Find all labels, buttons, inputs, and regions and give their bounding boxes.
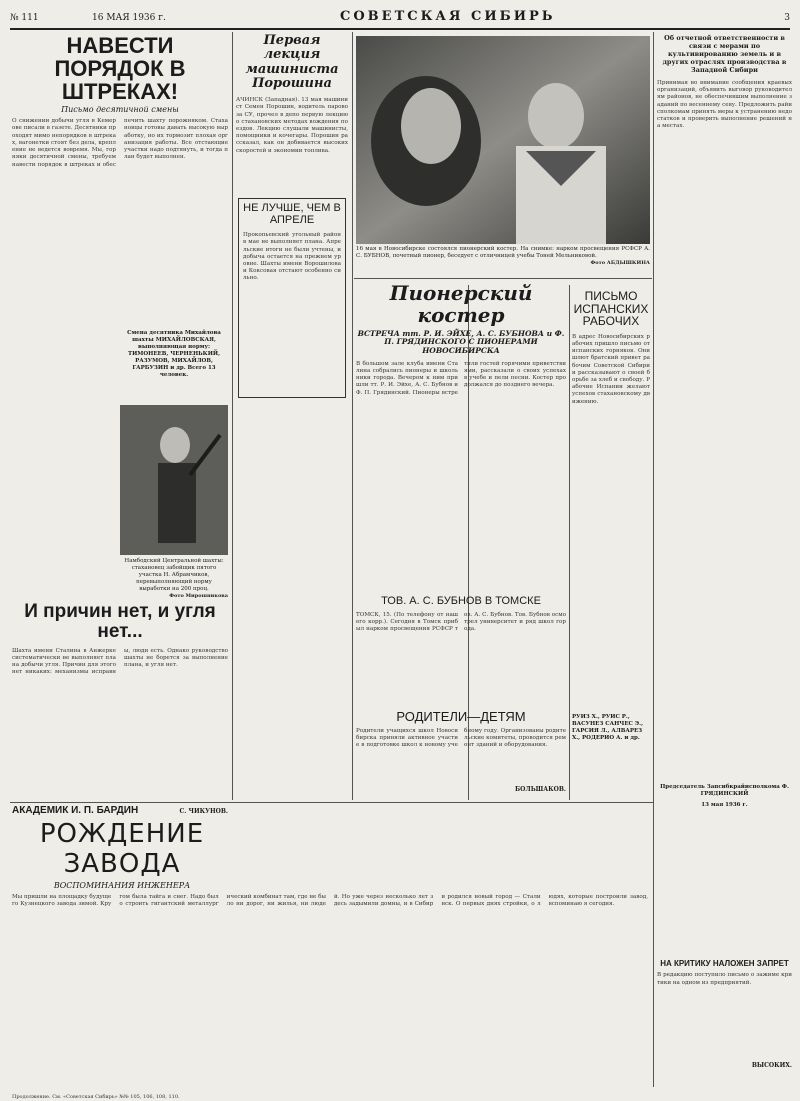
article-subhead: ВСТРЕЧА тт. Р. И. ЭЙХЕ, А. С. БУБНОВА и Ф. П. ГРЯДИНСКОГО С ПИОНЕРАМИ НОВОСИБИРСКА (357, 329, 565, 355)
article-headline: Пионерский костер (389, 281, 533, 327)
article-footnote: Продолжение. См. «Советская Сибирь» №№ 105, 106, 108, 110. (12, 1093, 180, 1100)
photo-miner (120, 405, 228, 555)
article-porosin (236, 34, 348, 194)
article-body: Принимая во внимание сообщения краевых организаций, объявить выговор руководителям районов, не обеспечившим выполнение заданий по весеннему севу. Предложить райисполкомам принять меры к устранению недостатков и проверить выполнение решений на местах. (657, 80, 792, 130)
article-bubnov (356, 596, 566, 706)
column-rule (232, 32, 233, 800)
article-body: Мы пришли на площадку будущего Кузнецкого завода зимой. Кругом была тайга и снег. Надо было строить гигантский металлургический комбинат там, где не было ни дорог, ни жилья, ни людей. Но уже через несколько лет здесь задымили домны, и в Сибири родился новый город — Сталинск. О первых днях стройки, о людях, которые построили завод, вспоминаю я сегодня. (12, 893, 648, 907)
article-headline: НАВЕСТИ ПОРЯДОК В ШТРЕКАХ! (54, 33, 186, 105)
article-headline: РОЖДЕНИЕ ЗАВОДА (39, 818, 205, 879)
article-zavod (12, 805, 648, 1100)
article-roditeli (356, 710, 566, 800)
photo-pioneer-bonfire (356, 36, 650, 244)
article-body: В адрес Новосибирских рабочих пришло письмо от испанских горняков. Они шлют братский привет рабочим Советской Сибири и рассказывают о своей борьбе за хлеб и свободу. Рабочие Испании желают успехов стахановскому движению. (572, 333, 650, 405)
decree-date: 13 мая 1936 г. (701, 802, 748, 808)
photo-caption: 16 мая в Новосибирске состоялся пионерский костер. На снимке: нарком просвещения РСФСР А. С. БУБНОВ, почетный пионер, беседует с отличницей учебы Тоней Мельниковой. (356, 246, 650, 259)
stakhanov-text: Смена десятника Михайлова шахты МИХАЙЛОВСКАЯ, выполняющая норму: ТИМОНЕЕВ, ЧЕРНЕНЬКИЙ, РАЗУМОВ, МИХАЙЛОВ, ГАРБУЗИН и др. Всего 13 человек. (127, 330, 221, 378)
stakhanov-box (120, 330, 228, 400)
article-signature: БОЛЬШАКОВ. (515, 785, 566, 793)
article-subhead: Письмо десятичной смены (61, 105, 179, 115)
article-headline: РОДИТЕЛИ—ДЕТЯМ (396, 709, 526, 724)
article-headline: НА КРИТИКУ НАЛОЖЕН ЗАПРЕТ (660, 959, 789, 968)
issue-number: № 111 (10, 13, 39, 23)
photo-caption: Намбодский Центральной шахты: стахановец забойщик пятого участка Н. Абрамчиков, перевыполняющий норму выработки на 200 проц. (124, 558, 224, 592)
column-rule (569, 285, 570, 800)
page-number: 3 (784, 13, 790, 23)
column-rule (653, 32, 654, 1087)
letter-signatures: РУИЗ Х., РУИС Р., ВАСУНЕЗ САНЧЕС Э., ГАРСИЯ Л., АЛВАРЕЗ Х., РОДЕРИО А. и др. (572, 713, 644, 741)
article-right-decree (657, 34, 792, 894)
column-rule (352, 32, 353, 800)
article-signature: ВЫСОКИХ. (751, 1062, 792, 1070)
paper-title: СОВЕТСКАЯ СИБИРЬ (340, 9, 556, 24)
article-body: ТОМСК, 15. (По телефону от нашего корр.). Сегодня в Томск прибыл нарком просвещения РСФСР тов. А. С. Бубнов. Тов. Бубнов осмотрел университет и ряд школ города. (356, 611, 566, 632)
article-body: Шахта имени Сталина в Анжерке систематически не выполняет плана добычи угля. Причин для этого нет никаких: механизмы исправны, люди есть. Однако руководство шахты не борется за выполнение плана, и угля нет. (12, 647, 228, 676)
article-headline: И причин нет, и угля нет... (24, 601, 216, 642)
article-headline: ТОВ. А. С. БУБНОВ В ТОМСКЕ (381, 595, 541, 607)
article-subhead: ВОСПОМИНАНИЯ ИНЖЕНЕРА (53, 880, 191, 890)
article-body: В редакцию поступило письмо о зажиме критики на одном из предприятий. (657, 972, 792, 986)
decree-signature: Председатель Запсибкрайисполкома Ф. ГРЯДИНСКИЙ (660, 784, 789, 797)
masthead (10, 6, 790, 30)
article-headline: Об отчетной ответственности в связи с мерами по культивированию земель и в других отраслях производства в Западной Сибири (662, 34, 787, 74)
article-body: О снижении добычи угля в Кемерове писали в газете. Десятники проходят мимо непорядков в штреках, вагонетки стоят без дела, крепление не ведется вовремя. Мы, горняки десятичной смены, требуем навести порядок в штреках и обеспечить шахту порожняком. Стахановцы готовы давать высокую выработку, но их тормозит плохая организация работы. Все отстающие участки надо подтянуть, и тогда план будет выполнен. (12, 118, 228, 168)
article-critique (657, 960, 792, 1088)
section-rule (354, 278, 652, 279)
issue-date: 16 МАЯ 1936 г. (92, 13, 166, 23)
article-body: Прокопьевский угольный район в мае не выполняет плана. Апрельские итоги не были учтены, и добыча остается на прежнем уровне. Шахты имени Ворошилова и Коксовая отстают особенно сильно. (243, 232, 341, 282)
article-ne-luchshe (238, 198, 346, 398)
photo-caption-block (356, 246, 650, 276)
article-koster (356, 282, 566, 592)
article-signature: С. ЧИКУНОВ. (179, 807, 228, 815)
article-headline: НЕ ЛУЧШЕ, ЧЕМ В АПРЕЛЕ (243, 202, 341, 226)
article-body: АЧИНСК (Западная). 13 мая машинист Семен Порошин, водитель паровоза СУ, прочел в депо первую лекцию о стахановских методах вождения поездов. Лекцию слушали машинисты, помощники и кочегары. Порошин рассказал, как он добивается высоких скоростей и экономии топлива. (236, 97, 348, 154)
article-spanish-letter (572, 290, 650, 770)
photo-credit: Фото Мирошникова (169, 593, 228, 599)
photo-credit: Фото АБДЫШКИНА (590, 260, 650, 266)
article-headline: Первая лекция машиниста Порошина (245, 33, 339, 91)
photo-image (120, 405, 228, 555)
photo-image (356, 36, 650, 244)
photo-miner-caption (120, 558, 228, 598)
article-headline: ПИСЬМО ИСПАНСКИХ РАБОЧИХ (573, 289, 649, 329)
article-body: Родители учащихся школ Новосибирска приняли активное участие в подготовке школ к новому учебному году. Организованы родительские комитеты, проводится ремонт зданий и оборудования. (356, 727, 566, 749)
article-body: В большом зале клуба имени Сталина собрались пионеры и школьники города. Вечером к ним пришли тт. Р. И. Эйхе, А. С. Бубнов и Ф. П. Грядинский. Пионеры встретили гостей горячими приветствиями, рассказали о своих успехах в учебе и пели песни. Костер продолжался до позднего вечера. (356, 360, 566, 396)
article-author: АКАДЕМИК И. П. БАРДИН (12, 805, 139, 816)
